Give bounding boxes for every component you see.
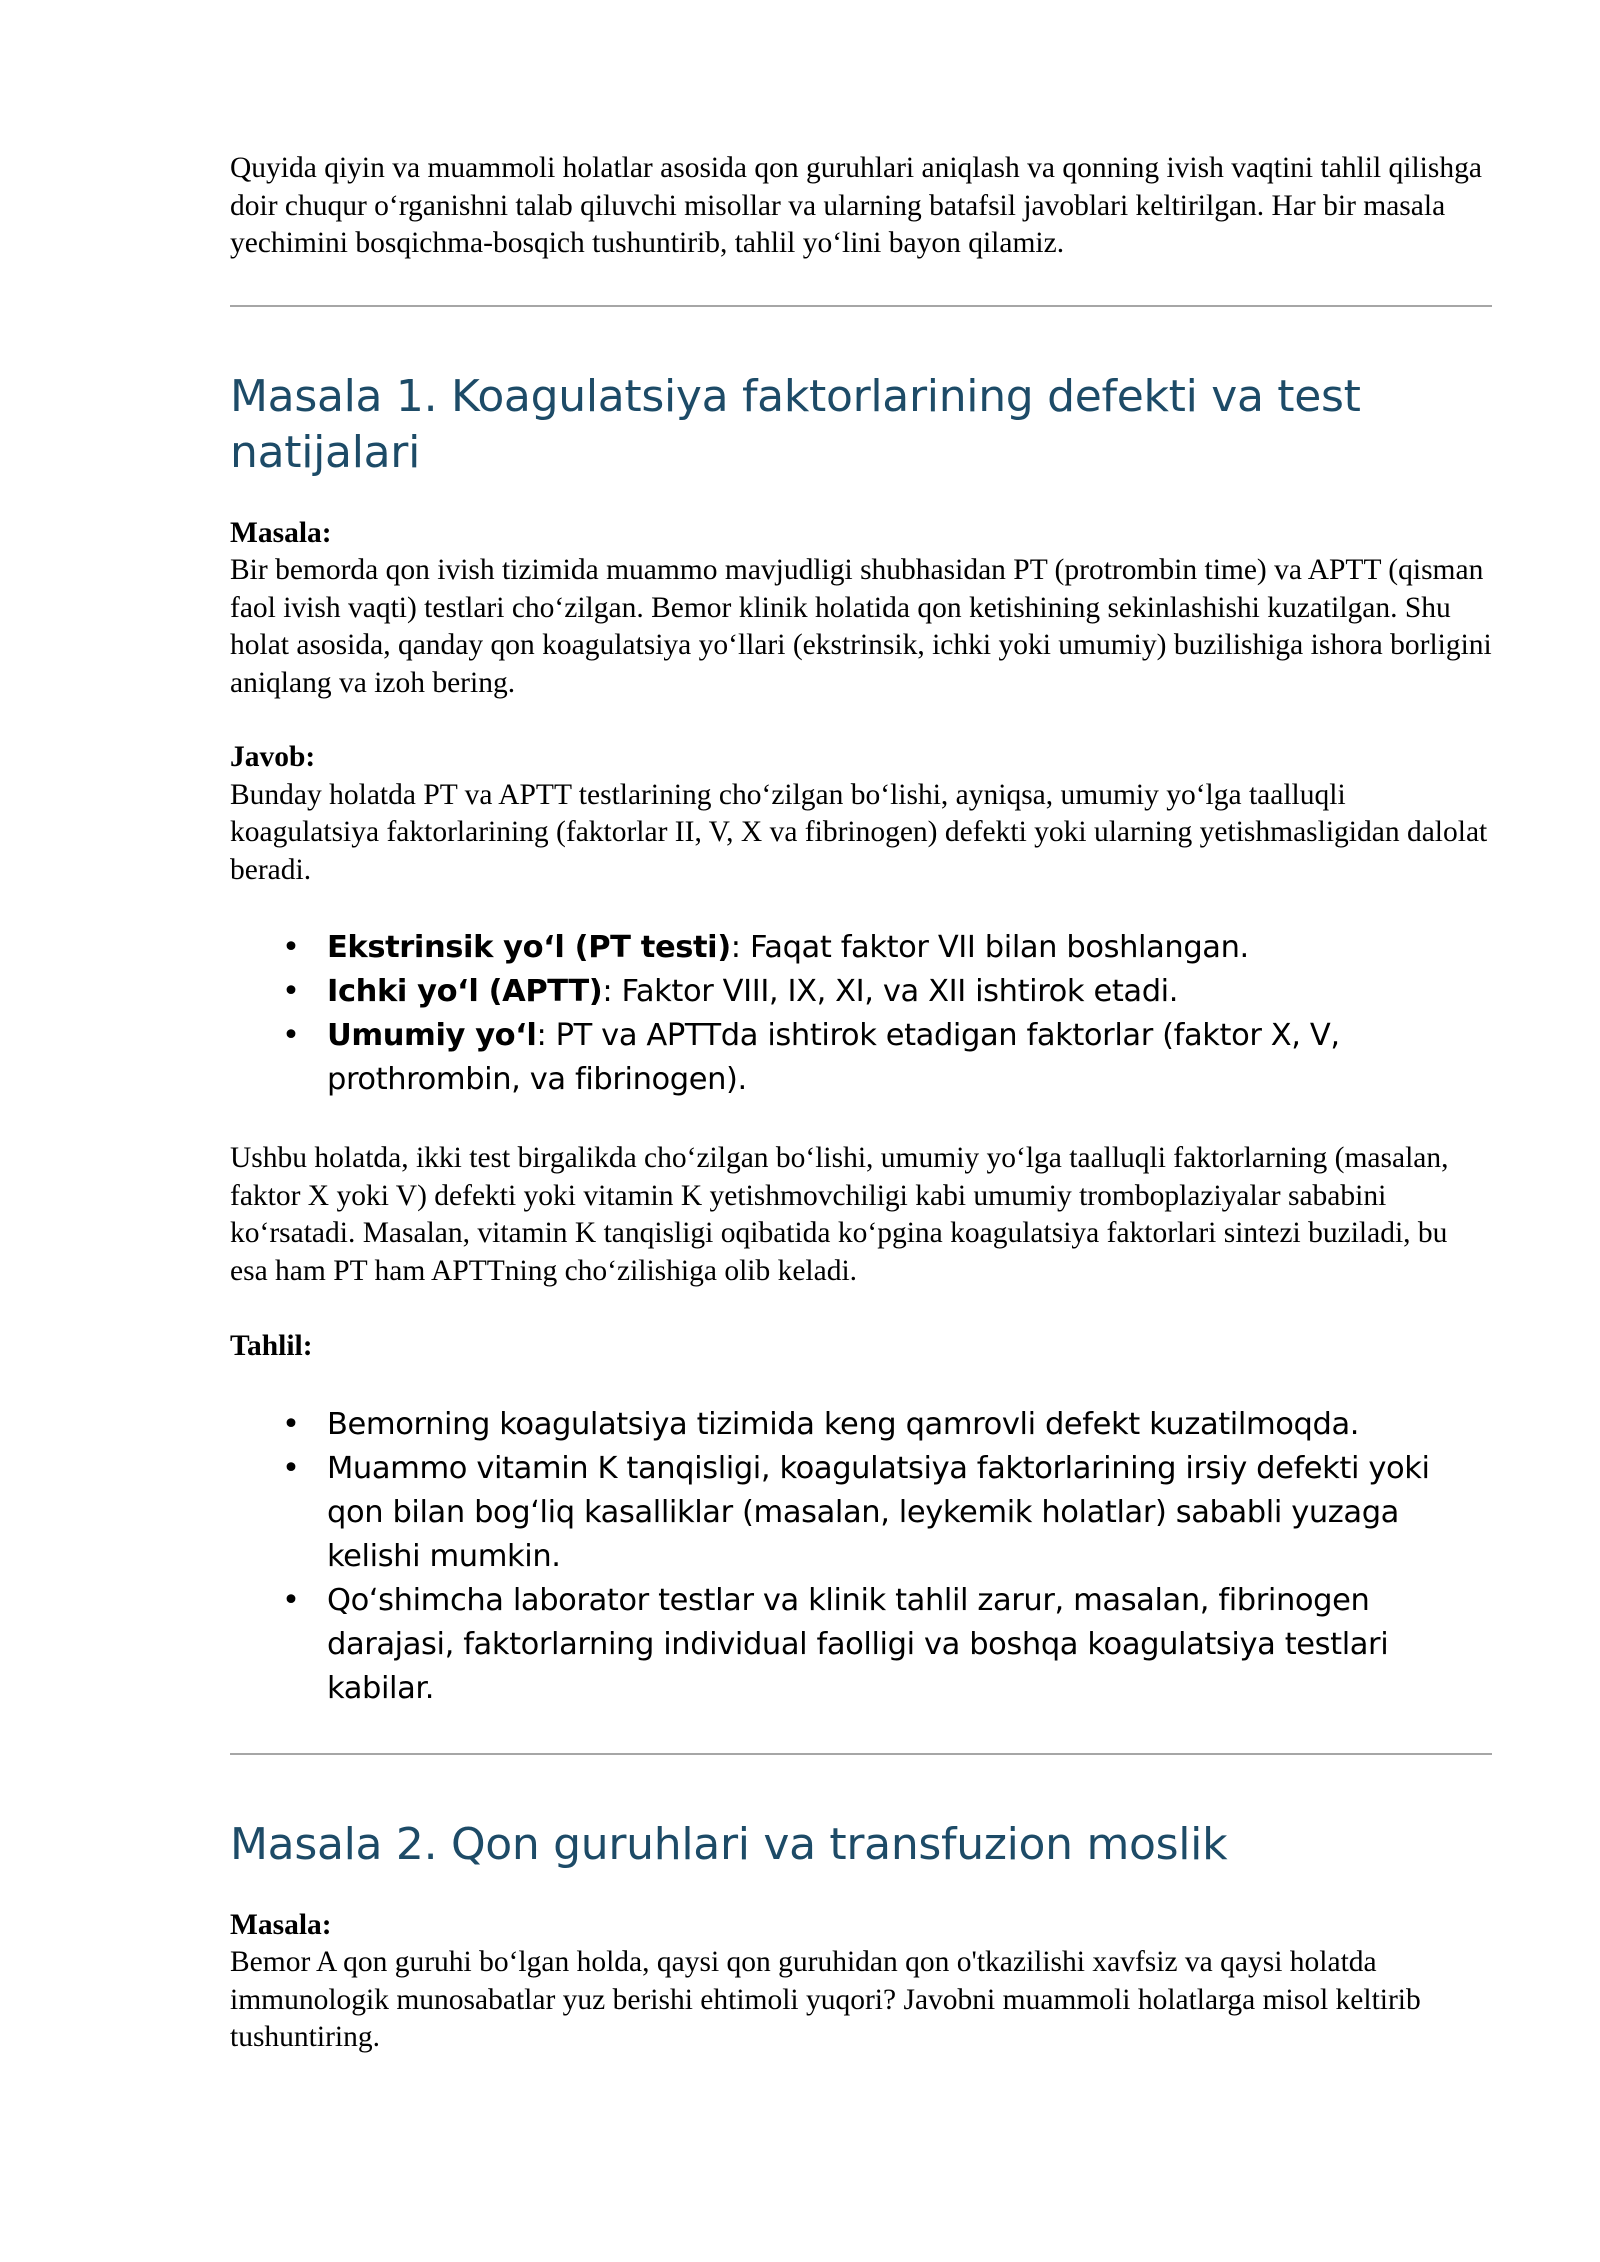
javob-text: Bunday holatda PT va APTT testlarining cho‘zilgan bo‘lishi, ayniqsa, umumiy yo‘lga taalluqli koagulatsiya faktorlarining (faktorlar II, V, X va fibrinogen) defekti yoki ularning yetishmasligidan dalolat beradi.	[230, 778, 1488, 886]
document-page	[230, 150, 1492, 2057]
masala-label: Masala:	[230, 516, 332, 549]
tahlil-label: Tahlil:	[230, 1330, 313, 1362]
masala-text: Bemor A qon guruhi bo‘lgan holda, qaysi qon guruhidan qon o'tkazilishi xavfsiz va qaysi holatda immunologik munosabatlar yuz berishi ehtimoli yuqori? Javobni muammoli holatlarga misol keltirib tushuntiring.	[230, 1946, 1421, 2053]
list-item	[230, 970, 1492, 1014]
explanation-paragraph: Ushbu holatda, ikki test birgalikda cho‘zilgan bo‘lishi, umumiy yo‘lga taalluqli faktorlarning (masalan, faktor X yoki V) defekti yoki vitamin K yetishmovchiligi kabi umumiy tromboplaziyalar sababini ko‘rsatadi. Masalan, vitamin K tanqisligi oqibatida ko‘pgina koagulatsiya faktorlari sintezi buziladi, bu esa ham PT ham APTTning cho‘zilishiga olib keladi.	[230, 1142, 1449, 1287]
list-item-text: : Faktor VIII, IX, XI, va XII ishtirok etadi.	[602, 974, 1179, 1009]
list-item-text: : PT va APTTda ishtirok etadigan faktorlar (faktor X, V, prothrombin, va fibrinogen).	[327, 1018, 1340, 1097]
section-2-title: Masala 2. Qon guruhlari va transfuzion moslik	[230, 1818, 1228, 1870]
list-item-text: Muammo vitamin K tanqisligi, koagulatsiya faktorlarining irsiy defekti yoki qon bilan bog‘liq kasalliklar (masalan, leykemik holatlar) sababli yuzaga kelishi mumkin.	[327, 1450, 1430, 1574]
list-item	[230, 1447, 1492, 1579]
section-divider-2	[230, 1753, 1492, 1755]
masala-label: Masala:	[230, 1908, 332, 1941]
intro-paragraph: Quyida qiyin va muammoli holatlar asosida qon guruhlari aniqlash va qonning ivish vaqtini tahlil qilishga doir chuqur o‘rganishni talab qiluvchi misollar va ularning batafsil javoblari keltirilgan. Har bir masala yechimini bosqichma-bosqich tushuntirib, tahlil yo‘lini bayon qilamiz.	[230, 152, 1482, 259]
list-item	[230, 926, 1492, 970]
section-1-javob	[230, 739, 1492, 889]
bullet-icon: •	[282, 1406, 300, 1442]
list-item	[230, 1403, 1492, 1447]
section-1-masala	[230, 515, 1492, 703]
bullet-icon: •	[282, 1582, 300, 1618]
list-item-text: Bemorning koagulatsiya tizimida keng qamrovli defekt kuzatilmoqda.	[327, 1406, 1360, 1442]
section-1-title: Masala 1. Koagulatsiya faktorlarining defekti va test natijalari	[230, 370, 1361, 478]
masala-text: Bir bemorda qon ivish tizimida muammo mavjudligi shubhasidan PT (protrombin time) va APTT (qisman faol ivish vaqti) testlari cho‘zilgan. Bemor klinik holatida qon ketishining sekinlashishi kuzatilgan. Shu holat asosida, qanday qon koagulatsiya yo‘llari (ekstrinsik, ichki yoki umumiy) buzilishiga ishora borligini aniqlang va izoh bering.	[230, 554, 1492, 699]
bullet-icon: •	[282, 1018, 300, 1053]
section-divider-1	[230, 305, 1492, 307]
list-item	[230, 1579, 1492, 1711]
bullet-icon: •	[282, 974, 300, 1009]
list-item-bold: Ichki yo‘l (APTT)	[327, 974, 603, 1009]
bullet-icon: •	[282, 1450, 300, 1486]
list-item-bold: Umumiy yo‘l	[327, 1018, 537, 1053]
list-item-text: : Faqat faktor VII bilan boshlangan.	[730, 930, 1249, 965]
list-item	[230, 1014, 1492, 1102]
javob-label: Javob:	[230, 741, 316, 773]
tahlil-list	[230, 1403, 1492, 1711]
bullet-icon: •	[282, 930, 300, 965]
pathway-list	[230, 926, 1492, 1102]
section-2-masala	[230, 1907, 1492, 2057]
section-1-tahlil	[230, 1328, 1492, 1366]
list-item-text: Qo‘shimcha laborator testlar va klinik tahlil zarur, masalan, fibrinogen darajasi, faktorlarning individual faolligi va boshqa koagulatsiya testlari kabilar.	[327, 1582, 1389, 1706]
list-item-bold: Ekstrinsik yo‘l (PT testi)	[327, 930, 731, 965]
